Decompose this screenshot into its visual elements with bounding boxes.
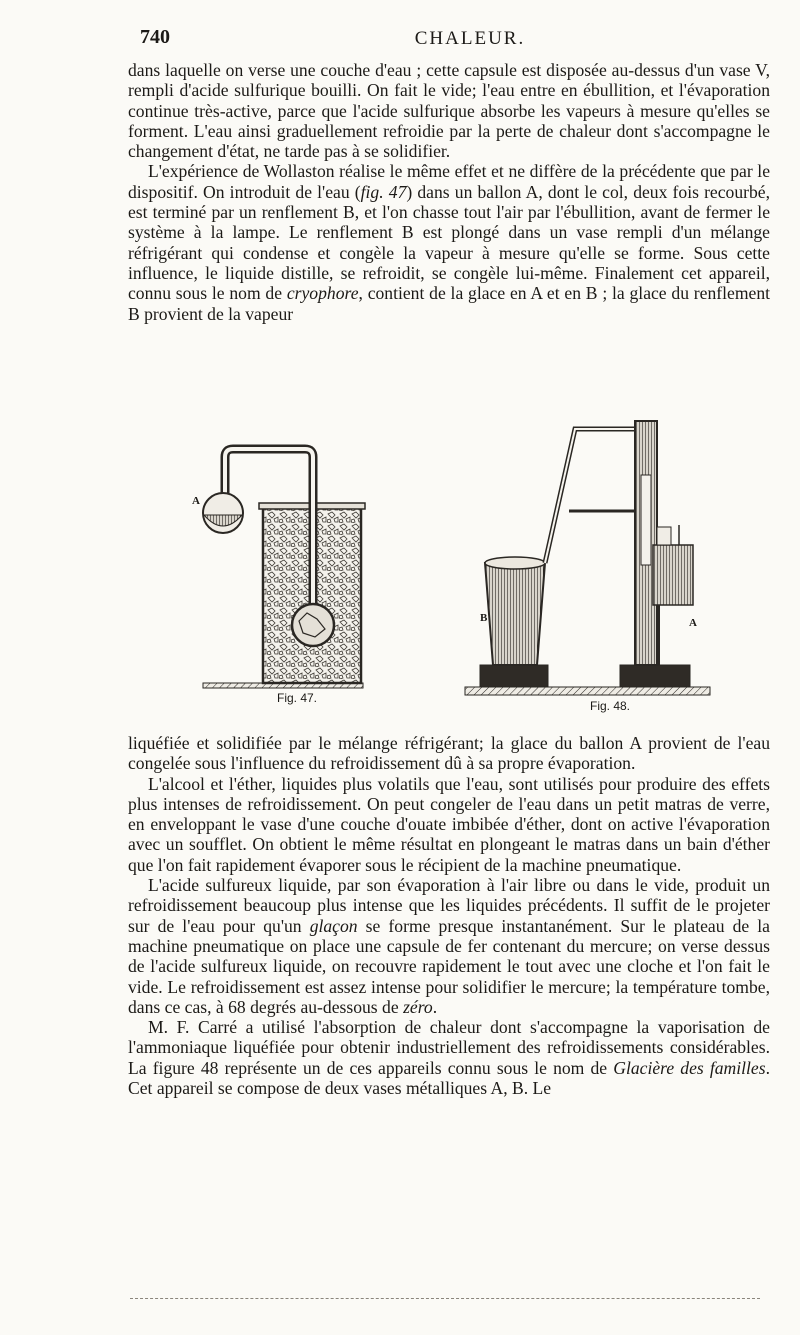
- zero-term: zéro: [403, 996, 433, 1017]
- page-number: 740: [140, 26, 170, 48]
- glaciere-term: Glacière des familles: [613, 1057, 766, 1078]
- paragraph-carre: [128, 1017, 770, 1098]
- running-head: CHALEUR.: [414, 28, 526, 49]
- page-header: [140, 26, 780, 54]
- engraving-illustration: [195, 415, 715, 715]
- fig-48-label-a: A: [689, 617, 697, 629]
- text-block-top: [128, 60, 770, 324]
- acide-text-1: L'acide sulfureux liquide, par son évaporation à l'air libre ou dans le vide, produit un refroidissement beaucoup plus intense que les liquides précédents. Il suffit de le projeter sur de l'eau pour qu'un: [128, 875, 770, 936]
- fig-48-caption: Fig. 48.: [590, 699, 631, 713]
- figures-area: [192, 415, 715, 715]
- acide-text-3: .: [432, 996, 438, 1017]
- paragraph-liquefiee: liquéfiée et solidifiée par le mélange réfrigérant; la glace du ballon A provient de l'eau congelée sous l'influence du refroidissement dû à sa propre évaporation.: [128, 733, 770, 774]
- fig-47-reference: fig. 47: [360, 181, 407, 202]
- text-block-bottom: [128, 733, 770, 1098]
- fig-48-label-b: B: [480, 612, 488, 624]
- wollaston-text-2: ) dans un ballon A, dont le col, deux fois recourbé, est terminé par un renflement B, et l'on chasse tout l'air par l'ébullition, avant de fermer le système à la lampe. Le renflement B est plongé dans un vase rempli d'un mélange réfrigérant qui condense et congèle la vapeur à mesure qu'elle se forme. Sous cette influence, le liquide distille, se refroidit, se congèle lui-même. Finalement cet appareil, connu sous le nom de: [128, 181, 771, 304]
- glacon-term: glaçon: [309, 915, 358, 936]
- cryophore-term: cryophore: [286, 283, 359, 304]
- footer-rule: [130, 1298, 760, 1299]
- fig-47-caption: Fig. 47.: [277, 691, 318, 705]
- paragraph-wollaston: [128, 161, 770, 323]
- fig-47-drawing: [203, 449, 365, 688]
- wollaston-text-3: , contient de la glace en A et en B ; la glace du renflement B provient de la vapeur: [128, 283, 770, 324]
- carre-text-1: M. F. Carré a utilisé l'absorption de chaleur dont s'accompagne la vaporisation de l'ammoniaque liquéfiée pour obtenir industriellement des refroidissements considérables. La figure 48 représente un de ces appareils connu sous le nom de: [128, 1017, 770, 1078]
- paragraph-alcool-ether: L'alcool et l'éther, liquides plus volatils que l'eau, sont utilisés pour produire des effets plus intenses de refroidissement. On peut congeler de l'eau dans un petit matras de verre, en enveloppant le vase d'une couche d'ouate imbibée d'éther, dont on active l'évaporation avec un soufflet. On obtient le même résultat en plongeant le matras dans un bain d'éther que l'on fait rapidement évaporer sous le récipient de la machine pneumatique.: [128, 773, 770, 875]
- fig-47-label-a: A: [192, 495, 200, 507]
- acide-text-2: se forme presque instantanément. Sur le plateau de la machine pneumatique on place une capsule de fer contenant du mercure; on verse dessus de l'acide sulfureux liquide, on recouvre rapidement le tout avec une cloche et l'on fait le vide. Le refroidissement est assez intense pour solidifier le mercure; la température tombe, dans ce cas, à 68 degrés au-dessous de: [128, 915, 770, 1017]
- paragraph-acide-sulfureux: [128, 875, 770, 1017]
- fig-48-drawing: [465, 421, 710, 695]
- wollaston-text-1: L'expérience de Wollaston réalise le même effet et ne diffère de la précédente que par le dispositif. On introduit de l'eau (: [128, 161, 770, 202]
- paragraph-evaporation: dans laquelle on verse une couche d'eau ; cette capsule est disposée au-dessus d'un vase V, rempli d'acide sulfurique bouilli. On fait le vide; l'eau entre en ébullition, et l'évaporation continue très-active, parce que l'acide sulfurique absorbe les vapeurs à mesure qu'elles se forment. L'eau ainsi graduellement refroidie par la perte de chaleur dont s'accompagne le changement d'état, ne tarde pas à se solidifier.: [128, 60, 770, 162]
- carre-text-2: . Cet appareil se compose de deux vases métalliques A, B. Le: [128, 1057, 770, 1099]
